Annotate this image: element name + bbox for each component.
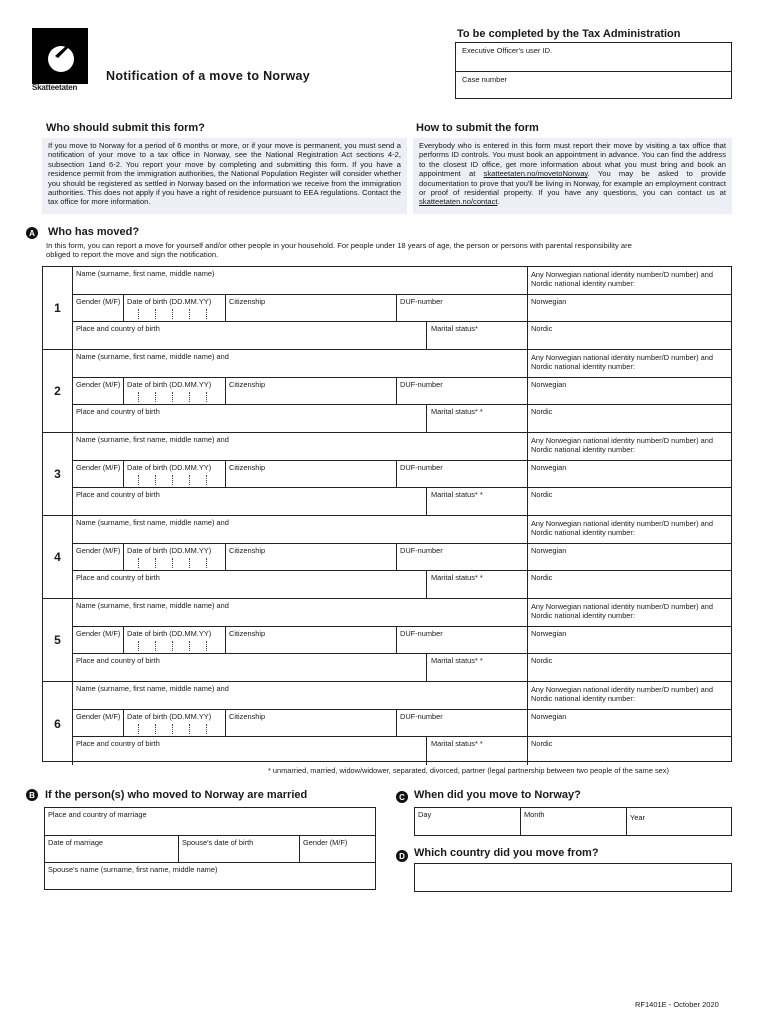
marital-status-field[interactable]: Marital status* * bbox=[426, 570, 527, 599]
dob-separator bbox=[189, 475, 190, 485]
person-number: 2 bbox=[43, 350, 73, 432]
citizenship-field[interactable]: Citizenship bbox=[225, 709, 397, 737]
dob-field[interactable] bbox=[123, 543, 226, 571]
section-b-badge: B bbox=[26, 789, 38, 801]
officer-id-field[interactable]: Executive Officer's user ID. bbox=[462, 46, 553, 55]
section-c-badge: C bbox=[396, 791, 408, 803]
dob-separator bbox=[138, 558, 139, 568]
dob-label: Date of birth (DD.MM.YY) bbox=[127, 712, 212, 721]
dob-separator bbox=[138, 309, 139, 319]
dob-separator bbox=[172, 475, 173, 485]
person-block bbox=[43, 599, 731, 682]
duf-number-field[interactable]: DUF-number bbox=[396, 543, 527, 571]
dob-separator bbox=[206, 558, 207, 568]
logo-emblem-icon bbox=[32, 28, 88, 84]
dob-separator bbox=[138, 392, 139, 402]
marital-status-field[interactable]: Marital status* bbox=[426, 321, 527, 350]
dob-label: Date of birth (DD.MM.YY) bbox=[127, 629, 212, 638]
citizenship-field[interactable]: Citizenship bbox=[225, 460, 397, 488]
person-number: 6 bbox=[43, 682, 73, 765]
section-a-heading: Who has moved? bbox=[48, 226, 140, 238]
dob-separator bbox=[189, 558, 190, 568]
dob-separator bbox=[172, 641, 173, 651]
nordic-id-field[interactable]: Nordic bbox=[527, 404, 732, 433]
spouse-gender-field[interactable]: Gender (M/F) bbox=[299, 835, 376, 863]
id-number-heading: Any Norwegian national identity number/D number) and Nordic national identity number: bbox=[527, 267, 732, 295]
section-d-heading: Which country did you move from? bbox=[414, 847, 599, 859]
dob-separator bbox=[189, 309, 190, 319]
person-block bbox=[43, 516, 731, 599]
dob-label: Date of birth (DD.MM.YY) bbox=[127, 380, 212, 389]
person-block bbox=[43, 267, 731, 350]
marriage-box bbox=[44, 807, 376, 890]
name-field[interactable]: Name (surname, first name, middle name) and bbox=[76, 601, 229, 610]
section-a-intro: In this form, you can report a move for yourself and/or other people in your household. For people under 18 years of age, the person or persons with parental responsibility are obliged to report the move and sign the notification. bbox=[46, 241, 632, 260]
gender-field[interactable]: Gender (M/F) bbox=[73, 377, 124, 405]
skatteetaten-logo bbox=[32, 28, 88, 84]
move-month-field[interactable]: Month bbox=[520, 808, 627, 835]
duf-number-field[interactable]: DUF-number bbox=[396, 294, 527, 322]
persons-table bbox=[42, 266, 732, 762]
marital-status-field[interactable]: Marital status* * bbox=[426, 487, 527, 516]
admin-title: To be completed by the Tax Administration bbox=[457, 28, 681, 40]
person-number: 3 bbox=[43, 433, 73, 515]
dob-field[interactable] bbox=[123, 294, 226, 322]
dob-separator bbox=[189, 641, 190, 651]
section-d-badge: D bbox=[396, 850, 408, 862]
id-number-heading: Any Norwegian national identity number/D number) and Nordic national identity number: bbox=[527, 350, 732, 378]
nordic-id-field[interactable]: Nordic bbox=[527, 736, 732, 765]
marital-footnote: * unmarried, married, widow/widower, separated, divorced, partner (legal partnership between two people of the same sex) bbox=[268, 766, 669, 775]
dob-separator bbox=[206, 392, 207, 402]
spouse-name-field[interactable]: Spouse's name (surname, first name, middle name) bbox=[45, 862, 375, 890]
dob-separator bbox=[155, 309, 156, 319]
dob-separator bbox=[206, 641, 207, 651]
birthplace-field[interactable]: Place and country of birth bbox=[73, 736, 427, 765]
dob-field[interactable] bbox=[123, 460, 226, 488]
norwegian-id-field[interactable]: Norwegian bbox=[527, 626, 732, 654]
id-number-heading: Any Norwegian national identity number/D number) and Nordic national identity number: bbox=[527, 599, 732, 627]
norwegian-id-field[interactable]: Norwegian bbox=[527, 294, 732, 322]
person-number: 5 bbox=[43, 599, 73, 681]
section-c-heading: When did you move to Norway? bbox=[414, 789, 581, 801]
marriage-place-field[interactable]: Place and country of marriage bbox=[48, 810, 147, 819]
name-field[interactable]: Name (surname, first name, middle name) bbox=[76, 269, 215, 278]
dob-separator bbox=[155, 392, 156, 402]
dob-separator bbox=[155, 641, 156, 651]
birthplace-field[interactable]: Place and country of birth bbox=[73, 570, 427, 599]
contact-link[interactable]: skatteetaten.no/contact bbox=[419, 197, 498, 207]
name-field[interactable]: Name (surname, first name, middle name) and bbox=[76, 684, 229, 693]
marital-status-field[interactable]: Marital status* * bbox=[426, 404, 527, 433]
dob-separator bbox=[189, 392, 190, 402]
who-submit-heading: Who should submit this form? bbox=[46, 122, 205, 134]
dob-label: Date of birth (DD.MM.YY) bbox=[127, 546, 212, 555]
move-date-box bbox=[414, 807, 732, 836]
duf-number-field[interactable]: DUF-number bbox=[396, 626, 527, 654]
nordic-id-field[interactable]: Nordic bbox=[527, 321, 732, 350]
dob-separator bbox=[189, 724, 190, 734]
dob-separator bbox=[172, 724, 173, 734]
dob-separator bbox=[155, 475, 156, 485]
dob-field[interactable] bbox=[123, 709, 226, 737]
page-title: Notification of a move to Norway bbox=[106, 69, 311, 83]
citizenship-field[interactable]: Citizenship bbox=[225, 626, 397, 654]
dob-separator bbox=[206, 309, 207, 319]
id-number-heading: Any Norwegian national identity number/D number) and Nordic national identity number: bbox=[527, 516, 732, 544]
gender-field[interactable]: Gender (M/F) bbox=[73, 626, 124, 654]
norwegian-id-field[interactable]: Norwegian bbox=[527, 460, 732, 488]
dob-separator bbox=[172, 392, 173, 402]
dob-label: Date of birth (DD.MM.YY) bbox=[127, 463, 212, 472]
id-number-heading: Any Norwegian national identity number/D number) and Nordic national identity number: bbox=[527, 682, 732, 710]
name-field[interactable]: Name (surname, first name, middle name) and bbox=[76, 518, 229, 527]
dob-separator bbox=[206, 475, 207, 485]
gender-field[interactable]: Gender (M/F) bbox=[73, 460, 124, 488]
dob-separator bbox=[172, 558, 173, 568]
nordic-id-field[interactable]: Nordic bbox=[527, 653, 732, 682]
citizenship-field[interactable]: Citizenship bbox=[225, 294, 397, 322]
dob-separator bbox=[138, 724, 139, 734]
form-code: RF1401E - October 2020 bbox=[635, 1000, 719, 1009]
dob-field[interactable] bbox=[123, 626, 226, 654]
person-number: 4 bbox=[43, 516, 73, 598]
dob-separator bbox=[172, 309, 173, 319]
person-block bbox=[43, 350, 731, 433]
gender-field[interactable]: Gender (M/F) bbox=[73, 294, 124, 322]
how-submit-text: Everybody who is entered in this form must report their move by visiting a tax office that performs ID controls. You must book an appointment in advance. You can find the address to the closest ID office, get more information about what you must bring and book an appointment at skatteetaten.no/movetoNorway. You may be asked to provide documentation to prove that you'll be living in Norway, for example an employment contract or proof of residential property. If you have any questions, you can contact us at skatteetaten.no/contact. bbox=[413, 138, 732, 214]
marriage-date-field[interactable]: Date of marriage bbox=[45, 835, 179, 863]
id-number-heading: Any Norwegian national identity number/D number) and Nordic national identity number: bbox=[527, 433, 732, 461]
person-block bbox=[43, 433, 731, 516]
birthplace-field[interactable]: Place and country of birth bbox=[73, 487, 427, 516]
move-year-field[interactable]: Year bbox=[626, 808, 732, 835]
gender-field[interactable]: Gender (M/F) bbox=[73, 543, 124, 571]
marital-status-field[interactable]: Marital status* * bbox=[426, 736, 527, 765]
citizenship-field[interactable]: Citizenship bbox=[225, 543, 397, 571]
move-day-field[interactable]: Day bbox=[418, 810, 432, 819]
dob-separator bbox=[155, 558, 156, 568]
birthplace-field[interactable]: Place and country of birth bbox=[73, 404, 427, 433]
who-submit-text: If you move to Norway for a period of 6 months or more, or if your move is permanent, you must send a notification of your move to a tax office in Norway, see the National Registration Act sections 4-2, subsection 1and 6-2. You report your move by completing and submitting this form. If you have a residence permit from the immigration authorities, the National Population Register will consider whether you should be registered as settled in Norway based on the information we receive from the immigration authorities. This does not apply if you have a right of residence pursuant to EEA regulations. Contact the tax office for more information. bbox=[42, 138, 407, 214]
spouse-dob-field[interactable]: Spouse's date of birth bbox=[178, 835, 300, 863]
move-from-country-field[interactable] bbox=[414, 863, 732, 892]
dob-separator bbox=[206, 724, 207, 734]
birthplace-field[interactable]: Place and country of birth bbox=[73, 321, 427, 350]
citizenship-field[interactable]: Citizenship bbox=[225, 377, 397, 405]
duf-number-field[interactable]: DUF-number bbox=[396, 709, 527, 737]
birthplace-field[interactable]: Place and country of birth bbox=[73, 653, 427, 682]
section-a-badge: A bbox=[26, 227, 38, 239]
how-submit-heading: How to submit the form bbox=[416, 122, 539, 134]
duf-number-field[interactable]: DUF-number bbox=[396, 460, 527, 488]
move-to-norway-link[interactable]: skatteetaten.no/movetoNorway bbox=[483, 169, 588, 179]
dob-separator bbox=[138, 641, 139, 651]
dob-separator bbox=[155, 724, 156, 734]
name-field[interactable]: Name (surname, first name, middle name) and bbox=[76, 435, 229, 444]
nordic-id-field[interactable]: Nordic bbox=[527, 570, 732, 599]
section-b-heading: If the person(s) who moved to Norway are married bbox=[45, 789, 308, 801]
marital-status-field[interactable]: Marital status* * bbox=[426, 653, 527, 682]
case-number-field[interactable]: Case number bbox=[456, 71, 731, 99]
norwegian-id-field[interactable]: Norwegian bbox=[527, 543, 732, 571]
person-block bbox=[43, 682, 731, 765]
duf-number-field[interactable]: DUF-number bbox=[396, 377, 527, 405]
name-field[interactable]: Name (surname, first name, middle name) and bbox=[76, 352, 229, 361]
norwegian-id-field[interactable]: Norwegian bbox=[527, 709, 732, 737]
dob-label: Date of birth (DD.MM.YY) bbox=[127, 297, 212, 306]
dob-field[interactable] bbox=[123, 377, 226, 405]
dob-separator bbox=[138, 475, 139, 485]
nordic-id-field[interactable]: Nordic bbox=[527, 487, 732, 516]
logo-text: Skatteetaten bbox=[32, 83, 78, 92]
admin-box bbox=[455, 42, 732, 99]
gender-field[interactable]: Gender (M/F) bbox=[73, 709, 124, 737]
norwegian-id-field[interactable]: Norwegian bbox=[527, 377, 732, 405]
person-number: 1 bbox=[43, 267, 73, 349]
